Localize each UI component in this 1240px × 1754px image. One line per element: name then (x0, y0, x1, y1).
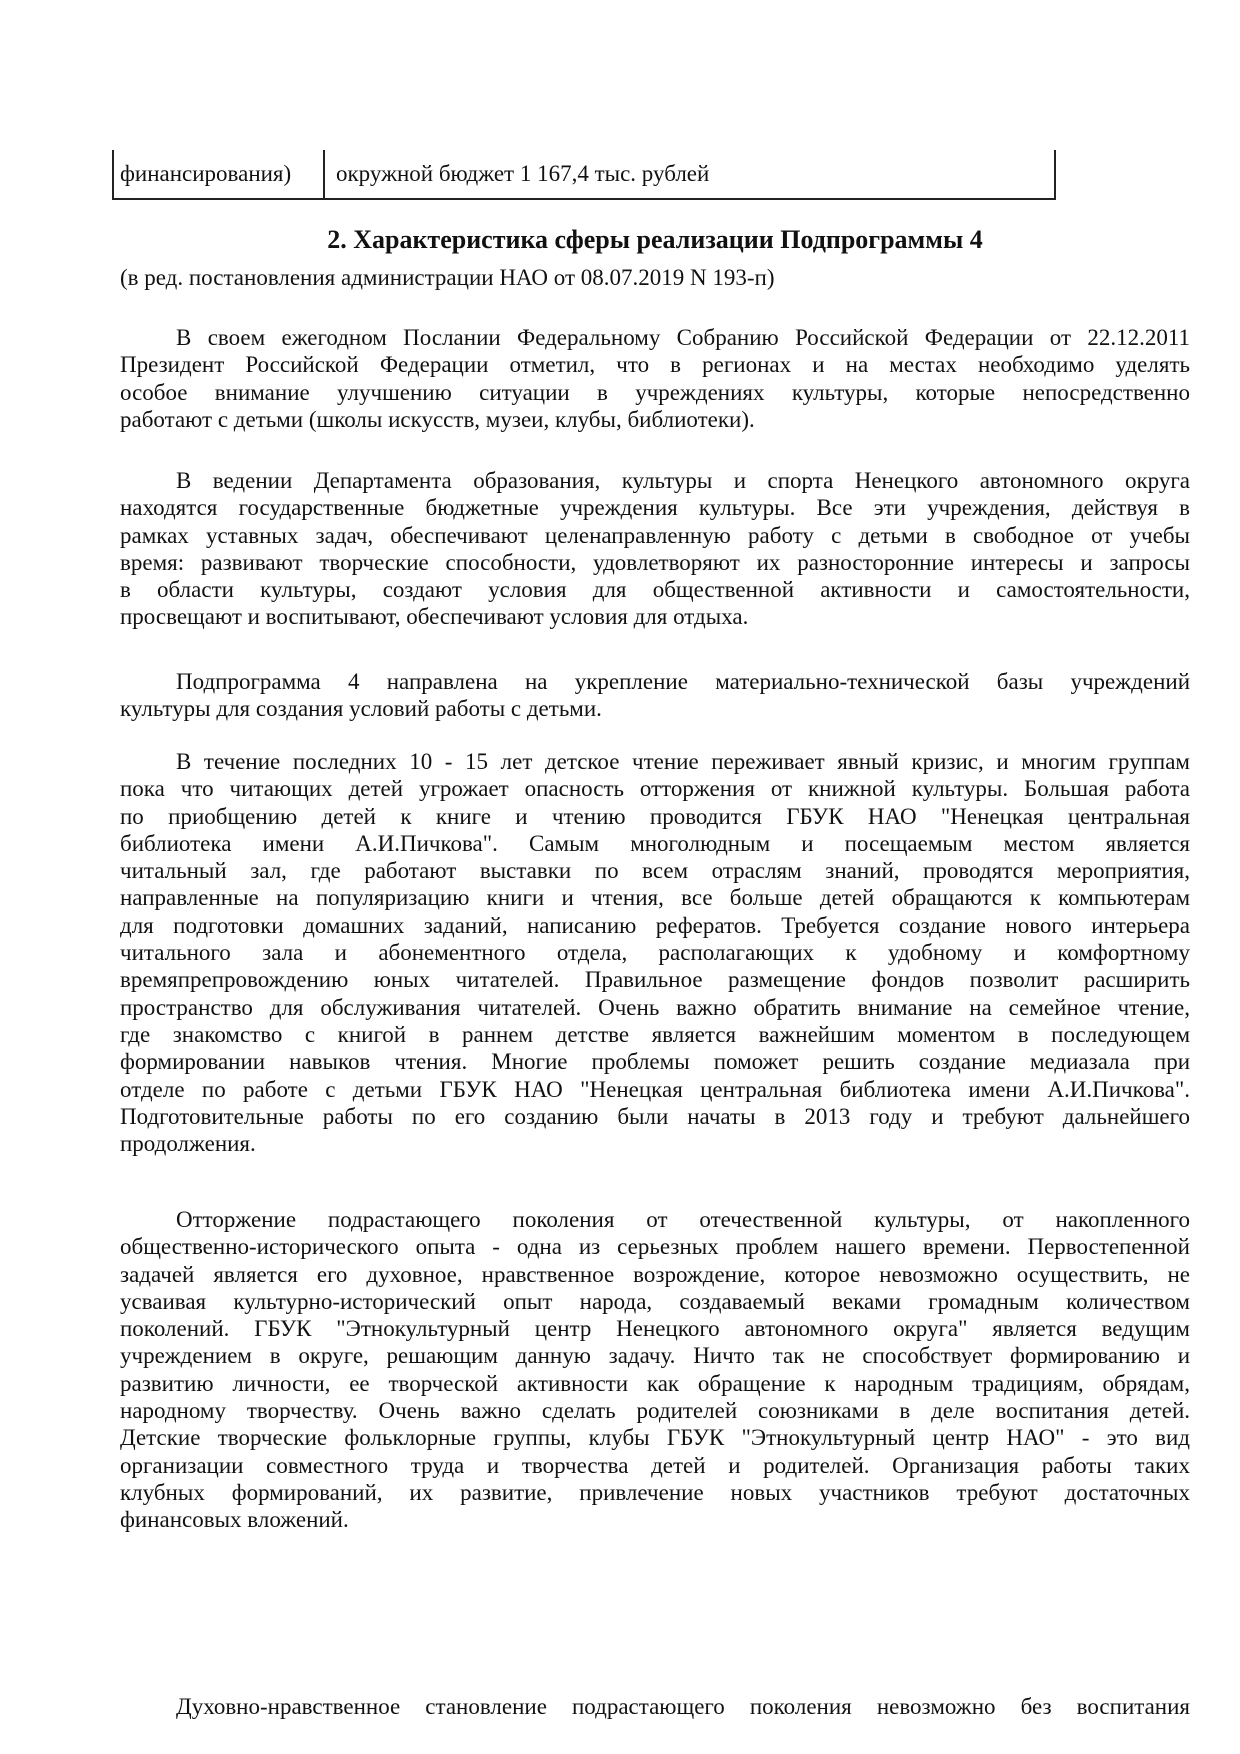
paragraph-line: формировании навыков чтения. Многие проблемы поможет решить создание медиазала при (120, 1049, 1190, 1075)
paragraph-line: В ведении Департамента образования, культуры и спорта Ненецкого автономного округа (176, 468, 1190, 493)
paragraph-line: Подпрограмма 4 направлена на укрепление материально-технической базы учреждений (176, 669, 1190, 694)
paragraph-line: для подготовки домашних заданий, написанию рефератов. Требуется создание нового интерьера (120, 912, 1190, 938)
paragraph-line: усваивая культурно-исторический опыт народа, создаваемый веками громадным количеством (120, 1288, 1190, 1314)
paragraph-line: В течение последних 10 - 15 лет детское чтение переживает явный кризис, и многим группам (176, 749, 1190, 774)
paragraph-line: время: развивают творческие способности, удовлетворяют их разносторонние интересы и запросы (120, 549, 1190, 575)
paragraph-line: направленные на популяризацию книги и чтения, все больше детей обращаются к компьютерам (120, 885, 1190, 911)
paragraph-line: отделе по работе с детьми ГБУК НАО "Ненецкая центральная библиотека имени А.И.Пичкова". (120, 1076, 1190, 1102)
paragraph-line: народному творчеству. Очень важно сделать родителей союзниками в деле воспитания детей. (120, 1398, 1190, 1424)
table-label-text: финансирования) (120, 161, 292, 186)
paragraph-line: задачей является его духовное, нравственное возрождение, которое невозможно осуществить, не (120, 1261, 1190, 1287)
paragraph-line: пространство для обслуживания читателей. Очень важно обратить внимание на семейное чтение, (120, 994, 1190, 1020)
paragraph-line: продолжения. (120, 1131, 256, 1157)
paragraph-line: рамках уставных задач, обеспечивают целенаправленную работу с детьми в свободное от учебы (120, 522, 1190, 548)
paragraph-line: в области культуры, создают условия для общественной активности и самостоятельности, (120, 577, 1190, 603)
paragraph-line: финансовых вложений. (120, 1507, 349, 1533)
paragraph (120, 1206, 1190, 1534)
paragraph-line: Подготовительные работы по его созданию были начаты в 2013 году и требуют дальнейшего (120, 1103, 1190, 1129)
paragraph (120, 467, 1190, 631)
paragraph-line: времяпрепровождению юных читателей. Правильное размещение фондов позволит расширить (120, 967, 1190, 993)
paragraph (120, 1693, 1190, 1720)
section-title: 2. Характеристика сферы реализации Подпрограммы 4 (327, 225, 983, 254)
paragraph-line: работают с детьми (школы искусств, музеи, клубы, библиотеки). (120, 406, 755, 432)
paragraph-line: учреждением в округе, решающим данную задачу. Ничто так не способствует формированию и (120, 1343, 1190, 1369)
amendment-note: (в ред. постановления администрации НАО от 08.07.2019 N 193-п) (120, 265, 775, 290)
paragraph-line: пока что читающих детей угрожает опасность отторжения от книжной культуры. Большая работа (120, 776, 1190, 802)
paragraph-line: просвещают и воспитывают, обеспечивают условия для отдыха. (120, 604, 749, 630)
paragraph-line: общественно-исторического опыта - одна из серьезных проблем нашего времени. Первостепенной (120, 1234, 1190, 1260)
paragraph-line: клубных формирований, их развитие, привлечение новых участников требуют достаточных (120, 1479, 1190, 1505)
paragraph-line: В своем ежегодном Послании Федеральному Собранию Российской Федерации от 22.12.2011 (176, 325, 1190, 350)
paragraph-line: Духовно-нравственное становление подрастающего поколения невозможно без воспитания (176, 1694, 1190, 1719)
paragraph (120, 324, 1190, 433)
paragraph-line: где знакомство с книгой в раннем детстве является важнейшим моментом в последующем (120, 1021, 1190, 1047)
paragraph-line: по приобщению детей к книге и чтению проводится ГБУК НАО "Ненецкая центральная (120, 803, 1190, 829)
table-value-text: окружной бюджет 1 167,4 тыс. рублей (336, 161, 710, 186)
paragraph-line: Детские творческие фольклорные группы, клубы ГБУК "Этнокультурный центр НАО" - это вид (120, 1425, 1190, 1451)
paragraph-line: находятся государственные бюджетные учреждения культуры. Все эти учреждения, действуя в (120, 495, 1190, 521)
funding-table-row (112, 150, 1056, 200)
paragraph-line: Отторжение подрастающего поколения от отечественной культуры, от накопленного (176, 1207, 1190, 1232)
paragraph-line: культуры для создания условий работы с детьми. (120, 696, 602, 722)
paragraph-line: читальный зал, где работают выставки по всем отраслям знаний, проводятся мероприятия, (120, 858, 1190, 884)
paragraph-line: поколений. ГБУК "Этнокультурный центр Ненецкого автономного округа" является ведущим (120, 1316, 1190, 1342)
paragraph-line: библиотека имени А.И.Пичкова". Самым многолюдным и посещаемым местом является (120, 830, 1190, 856)
paragraph-line: особое внимание улучшению ситуации в учреждениях культуры, которые непосредственно (120, 379, 1190, 405)
paragraph-line: развитию личности, ее творческой активности как обращение к народным традициям, обрядам, (120, 1370, 1190, 1396)
paragraph (120, 748, 1190, 1157)
table-cell-label (114, 150, 325, 198)
paragraph-line: организации совместного труда и творчества детей и родителей. Организация работы таких (120, 1452, 1190, 1478)
paragraph-line: читального зала и абонементного отдела, располагающих к удобному и комфортному (120, 940, 1190, 966)
paragraph (120, 668, 1190, 723)
paragraph-line: Президент Российской Федерации отметил, что в регионах и на местах необходимо уделять (120, 352, 1190, 378)
